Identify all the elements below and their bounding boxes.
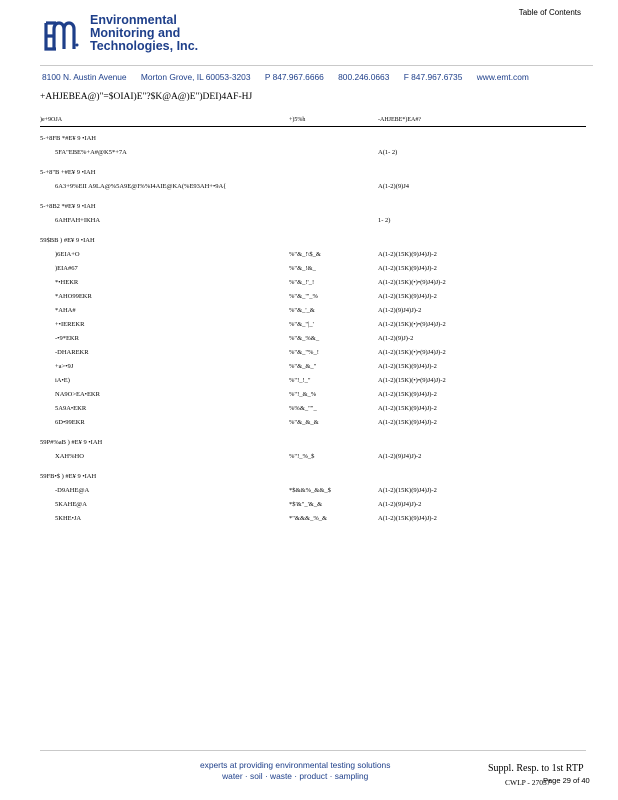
table-cell-c1: 5KAHE@A	[55, 501, 87, 508]
tagline-text: experts at providing environmental testing solutions	[200, 760, 391, 770]
table-cell-c2: %"&_&_&	[289, 419, 319, 426]
page-number: Page 29 of 40	[543, 776, 590, 785]
company-name	[90, 14, 198, 53]
supplement-reference: Suppl. Resp. to 1st RTP	[488, 763, 584, 774]
table-cell-c2: %%&_""_	[289, 405, 317, 412]
table-cell-c2: %"&_"'_%	[289, 293, 318, 300]
table-cell-c3: A(1-2)(15K)(•)•(9)J4)J)-2	[378, 377, 446, 384]
table-cell-c3: A(1-2)(15K)(9)J4)J)-2	[378, 293, 437, 300]
footer-tagline	[200, 760, 390, 782]
table-row	[55, 279, 586, 293]
company-name-line2: Monitoring and	[90, 26, 181, 40]
table-cell-c2: *"&&&_%_&	[289, 515, 328, 522]
table-cell-c1: 59P#%aB ) #E¥ 9 •IAH	[40, 439, 103, 446]
toll-free-number: 800.246.0663	[338, 72, 390, 82]
table-cell-c1: 5A9A•EKR	[55, 405, 87, 412]
column-header-3: -AHJEBE*)EA#?	[378, 117, 421, 123]
table-cell-c3: A(1-2)(15K)(9)J4)J)-2	[378, 487, 437, 494]
table-cell-c3: A(1-2)(15K)(•)•(9)J4)J)-2	[378, 279, 446, 286]
table-cell-c2: %"!_!_"	[289, 377, 311, 384]
column-header-row	[40, 117, 586, 127]
table-cell-c1: 5KHE•JA	[55, 515, 82, 522]
table-cell-c2: *$'&"_'&_&	[289, 501, 323, 508]
table-row	[55, 251, 586, 265]
table-row	[55, 265, 586, 279]
table-cell-c3: 1- 2)	[378, 217, 391, 224]
table-row	[55, 501, 586, 515]
table-cell-c1: 59FB•$ ) #E¥ 9 •IAH	[40, 473, 97, 480]
table-cell-c3: A(1-2)(9)J4)J)-2	[378, 501, 422, 508]
street-address: 8100 N. Austin Avenue	[42, 72, 127, 82]
document-title: +AHJEBEA@)"=$OIAI)E"?$K@A@)E")DEI)4AF-HJ	[40, 92, 253, 102]
table-row	[55, 217, 586, 231]
table-cell-c1: XAH%HO	[55, 453, 84, 460]
column-header-2: +)5%h	[289, 117, 306, 123]
section-header-row	[40, 473, 586, 487]
table-row	[55, 349, 586, 363]
table-cell-c1: -D9AHE@A	[55, 487, 90, 494]
table-row	[55, 515, 586, 529]
table-cell-c3: A(1-2)(15K)(9)J4)J)-2	[378, 251, 437, 258]
column-header-1: )e+9OJA	[40, 117, 63, 123]
table-cell-c3: A(1-2)(15K)(•)•(9)J4)J)-2	[378, 349, 446, 356]
table-row	[55, 183, 586, 197]
table-cell-c3: A(1-2)(9)J4)J)-2	[378, 307, 422, 314]
table-cell-c3: A(1- 2)	[378, 149, 398, 156]
table-cell-c1: NA9O>EA•EKR	[55, 391, 100, 398]
table-cell-c1: 5FA"EBE%+A#@K5*+7A	[55, 149, 127, 156]
table-cell-c3: A(1-2)(9)J)-2	[378, 335, 414, 342]
table-cell-c1: )EIA#67	[55, 265, 78, 272]
table-cell-c3: A(1-2)(15K)(9)J4)J)-2	[378, 405, 437, 412]
fax-number: F 847.967.6735	[403, 72, 463, 82]
footer-divider	[40, 750, 586, 751]
section-header-row	[40, 169, 586, 183]
company-name-line3: Technologies, Inc.	[90, 39, 199, 53]
table-cell-c1: +a>•9J	[55, 363, 74, 370]
table-cell-c1: 6A3+9%EII A9LA@%5A9E@I%%I4AIE@KA(%E93AH+•9A{	[55, 183, 227, 190]
emt-logo-icon	[40, 17, 80, 55]
table-cell-c1: iA•E)	[55, 377, 70, 384]
phone-number: P 847.967.6666	[264, 72, 324, 82]
table-cell-c1: -•9*EKR	[55, 335, 79, 342]
table-cell-c3: A(1-2)(15K)(9)J4)J)-2	[378, 363, 437, 370]
table-cell-c2: *$&&%_&&_$	[289, 487, 331, 494]
table-cell-c2: %"&_"|_'	[289, 321, 314, 328]
section-header-row	[40, 439, 586, 453]
website-link[interactable]: www.emt.com	[476, 72, 529, 82]
table-cell-c3: A(1-2)(15K)(9)J4)J)-2	[378, 265, 437, 272]
table-row	[55, 363, 586, 377]
table-row	[55, 293, 586, 307]
table-cell-c3: A(1-2)(15K)(9)J4)J)-2	[378, 515, 437, 522]
table-cell-c1: 5-+8FB *#E¥ 9 •IAH	[40, 135, 96, 142]
table-cell-c1: *•HEKR	[55, 279, 79, 286]
bates-number: CWLP - 27037	[505, 778, 551, 787]
table-row	[55, 405, 586, 419]
table-cell-c2: %"&_%&_	[289, 335, 320, 342]
table-cell-c2: %"&_!&_	[289, 265, 316, 272]
table-cell-c2: %"&_!\$_&	[289, 251, 321, 258]
table-cell-c1: *AHA#	[55, 307, 76, 314]
table-row	[55, 335, 586, 349]
table-row	[55, 377, 586, 391]
table-cell-c1: 6D•99EKR	[55, 419, 85, 426]
table-row	[55, 391, 586, 405]
company-name-line1: Environmental	[90, 13, 177, 27]
table-cell-c2: %"&_'_&	[289, 307, 315, 314]
address-bar	[42, 72, 593, 82]
table-cell-c2: %"!_&_%	[289, 391, 317, 398]
table-row	[55, 321, 586, 335]
table-row	[55, 307, 586, 321]
table-cell-c2: %"&_&_"	[289, 363, 317, 370]
section-header-row	[40, 203, 586, 217]
table-cell-c1: 59$BB ) #E¥ 9 •IAH	[40, 237, 95, 244]
table-cell-c3: A(1-2)(9)J4)J)-2	[378, 453, 422, 460]
results-table	[40, 135, 586, 529]
table-cell-c3: A(1-2)(15K)(9)J4)J)-2	[378, 419, 437, 426]
services-list: water · soil · waste · product · sampling	[222, 771, 369, 781]
table-cell-c1: 6AHFAH+IKHA	[55, 217, 101, 224]
table-cell-c1: *AHO99EKR	[55, 293, 92, 300]
table-cell-c3: A(1-2)(15K)(9)J4)J)-2	[378, 391, 437, 398]
table-cell-c1: )6EIA+O	[55, 251, 80, 258]
table-cell-c1: -DHAREKR	[55, 349, 89, 356]
table-cell-c1: 5-+8"B +#E¥ 9 •IAH	[40, 169, 96, 176]
table-cell-c3: A(1-2)(15K)(•)•(9)J4)J)-2	[378, 321, 446, 328]
table-row	[55, 453, 586, 467]
table-row	[55, 149, 586, 163]
table-of-contents-link[interactable]: Table of Contents	[518, 8, 581, 17]
city-address: Morton Grove, IL 60053-3203	[140, 72, 251, 82]
table-cell-c1: 5-+8B2 *#E¥ 9 •IAH	[40, 203, 96, 210]
table-cell-c1: +•IEREKR	[55, 321, 85, 328]
table-row	[55, 487, 586, 501]
header-divider	[40, 65, 593, 66]
table-cell-c2: %"&_!'_!	[289, 279, 315, 286]
section-header-row	[40, 237, 586, 251]
table-cell-c2: %"!_%_$	[289, 453, 315, 460]
table-cell-c2: %"&_"%_!	[289, 349, 319, 356]
table-cell-c3: A(1-2)(9)J4	[378, 183, 410, 190]
table-row	[55, 419, 586, 433]
section-header-row	[40, 135, 586, 149]
